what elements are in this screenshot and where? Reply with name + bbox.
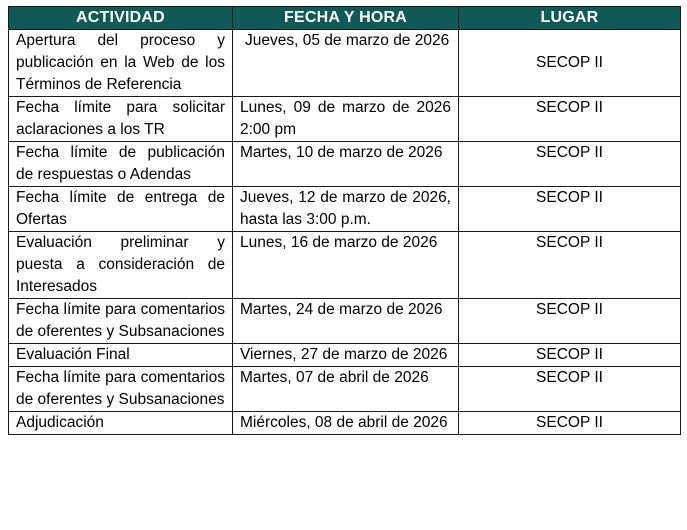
cell-actividad: Adjudicación bbox=[9, 412, 233, 435]
table-row bbox=[9, 187, 681, 232]
table-row bbox=[9, 367, 681, 412]
cell-fecha: Martes, 07 de abril de 2026 bbox=[233, 367, 459, 412]
cell-lugar: SECOP II bbox=[459, 30, 681, 97]
cell-lugar: SECOP II bbox=[459, 344, 681, 367]
cell-fecha: Jueves, 05 de marzo de 2026 bbox=[233, 30, 459, 97]
cell-actividad: Evaluación preliminar y puesta a consideración de Interesados bbox=[9, 232, 233, 299]
cell-actividad: Fecha límite para comentarios de oferentes y Subsanaciones bbox=[9, 299, 233, 344]
cell-fecha: Jueves, 12 de marzo de 2026, hasta las 3:00 p.m. bbox=[233, 187, 459, 232]
cell-actividad: Fecha límite para comentarios de oferentes y Subsanaciones bbox=[9, 367, 233, 412]
cell-fecha: Lunes, 09 de marzo de 2026 2:00 pm bbox=[233, 97, 459, 142]
cell-lugar: SECOP II bbox=[459, 97, 681, 142]
cell-lugar: SECOP II bbox=[459, 412, 681, 435]
cell-lugar: SECOP II bbox=[459, 299, 681, 344]
cell-actividad: Fecha límite para solicitar aclaraciones a los TR bbox=[9, 97, 233, 142]
cell-fecha: Martes, 24 de marzo de 2026 bbox=[233, 299, 459, 344]
table-row bbox=[9, 412, 681, 435]
header-row bbox=[9, 7, 681, 30]
table-row bbox=[9, 97, 681, 142]
cell-lugar: SECOP II bbox=[459, 367, 681, 412]
cell-fecha: Lunes, 16 de marzo de 2026 bbox=[233, 232, 459, 299]
header-fecha: FECHA Y HORA bbox=[233, 7, 459, 30]
header-lugar: LUGAR bbox=[459, 7, 681, 30]
header-actividad: ACTIVIDAD bbox=[9, 7, 233, 30]
table-row bbox=[9, 299, 681, 344]
table-row bbox=[9, 30, 681, 97]
table-row bbox=[9, 232, 681, 299]
cell-actividad: Fecha límite de entrega de Ofertas bbox=[9, 187, 233, 232]
schedule-table-wrapper bbox=[8, 6, 681, 435]
cell-lugar: SECOP II bbox=[459, 187, 681, 232]
schedule-table bbox=[8, 6, 681, 435]
cell-actividad: Apertura del proceso y publicación en la Web de los Términos de Referencia bbox=[9, 30, 233, 97]
cell-lugar: SECOP II bbox=[459, 142, 681, 187]
cell-lugar: SECOP II bbox=[459, 232, 681, 299]
table-row bbox=[9, 344, 681, 367]
table-row bbox=[9, 142, 681, 187]
cell-fecha: Viernes, 27 de marzo de 2026 bbox=[233, 344, 459, 367]
cell-actividad: Evaluación Final bbox=[9, 344, 233, 367]
cell-fecha: Miércoles, 08 de abril de 2026 bbox=[233, 412, 459, 435]
cell-actividad: Fecha límite de publicación de respuestas o Adendas bbox=[9, 142, 233, 187]
cell-fecha: Martes, 10 de marzo de 2026 bbox=[233, 142, 459, 187]
table-body bbox=[9, 30, 681, 435]
table-header bbox=[9, 7, 681, 30]
